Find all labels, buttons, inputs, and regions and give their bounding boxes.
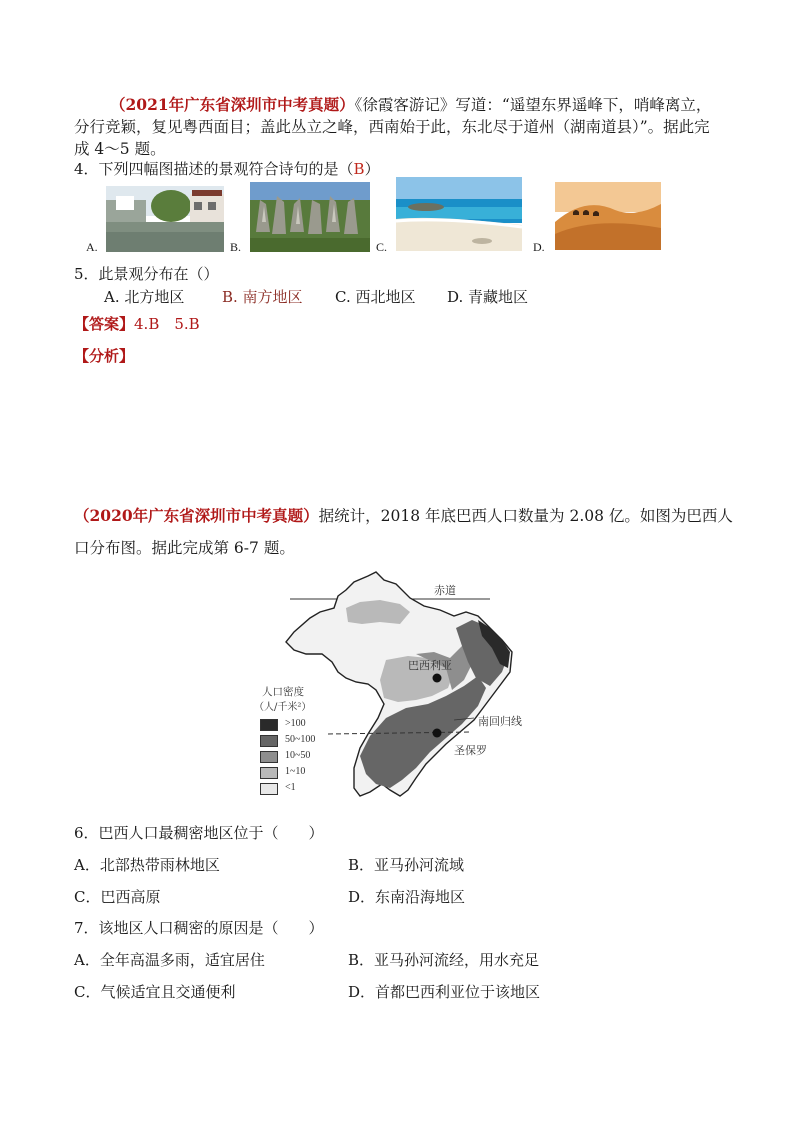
map-capital-label: 巴西利亚: [408, 659, 452, 672]
q1-line1: [110, 94, 711, 116]
legend-swatch-2: [260, 735, 278, 747]
q5-stem: 5．此景观分布在（）: [74, 265, 219, 283]
option-d-photo: [555, 182, 661, 250]
q5-option-d: D. 青藏地区: [447, 288, 529, 306]
legend-swatch-4: [260, 767, 278, 779]
q5-option-a: A. 北方地区: [104, 288, 185, 306]
option-b-label: B.: [230, 240, 242, 254]
q5-option-b: B. 南方地区: [222, 288, 303, 306]
answer-label: 【答案】: [74, 315, 135, 333]
answer-text: 4.B 5.B: [134, 315, 200, 333]
map-equator-label: 赤道: [434, 584, 456, 597]
q2-stem-line2: 口分布图。据此完成第 6-7 题。: [74, 539, 295, 557]
q2-source: （2020年广东省深圳市中考真题）: [74, 506, 319, 525]
q6-option-a: A．北部热带雨林地区: [74, 856, 220, 874]
legend-label-4: 1~10: [285, 766, 306, 777]
option-c-label: C.: [376, 240, 388, 254]
legend-label-1: >100: [285, 718, 306, 729]
q6-option-b: B．亚马孙河流域: [348, 856, 465, 874]
q7-stem: 7．该地区人口稠密的原因是（ ）: [74, 919, 324, 937]
q6-option-c: C．巴西高原: [74, 888, 161, 906]
legend-title: 人口密度: [262, 686, 304, 698]
q6-stem: 6．巴西人口最稠密地区位于（ ）: [74, 824, 324, 842]
q4-suffix: ）: [364, 160, 380, 178]
option-a-label: A.: [86, 240, 98, 254]
legend-label-3: 10~50: [285, 750, 311, 761]
q4-stem: [74, 158, 380, 180]
option-a-photo: [106, 186, 224, 252]
q1-stem-line2: 分行竞颖，复见粤西面目；盖此丛立之峰，西南始于此，东北尽于道州（湖南道县）”。据此完: [74, 118, 710, 136]
legend-swatch-5: [260, 783, 278, 795]
q7-option-a: A．全年高温多雨，适宜居住: [74, 951, 265, 969]
q7-option-d: D．首都巴西利亚位于该地区: [348, 983, 541, 1001]
legend-unit: （人/千米²）: [254, 702, 312, 713]
q1-stem-line1: 《徐霞客游记》写道：“遥望东界遥峰下，哨峰离立，: [354, 96, 712, 114]
q4-answer: B: [353, 160, 365, 178]
q2-stem-line1: 据统计，2018 年底巴西人口数量为 2.08 亿。如图为巴西人: [318, 507, 733, 525]
q1-stem-line3: 成 4～5 题。: [74, 140, 166, 158]
q1-source: （2021年广东省深圳市中考真题）: [110, 95, 355, 114]
map-tropic-label: 南回归线: [478, 715, 522, 728]
option-c-photo: [396, 177, 522, 251]
q2-line1: [74, 505, 733, 527]
q7-option-b: B．亚马孙河流经，用水充足: [348, 951, 540, 969]
legend-label-2: 50~100: [285, 734, 316, 745]
q5-option-c: C. 西北地区: [335, 288, 416, 306]
option-d-label: D.: [533, 240, 545, 254]
option-b-photo: [250, 182, 370, 252]
answer-line: [74, 313, 200, 335]
q6-option-d: D．东南沿海地区: [348, 888, 466, 906]
legend-swatch-3: [260, 751, 278, 763]
legend-swatch-1: [260, 719, 278, 731]
q4-prefix: 4．下列四幅图描述的景观符合诗句的是（: [74, 160, 354, 178]
map-city-label: 圣保罗: [454, 744, 487, 757]
legend-label-5: <1: [285, 782, 296, 793]
q7-option-c: C．气候适宜且交通便利: [74, 983, 236, 1001]
analysis-label: 【分析】: [74, 347, 135, 365]
